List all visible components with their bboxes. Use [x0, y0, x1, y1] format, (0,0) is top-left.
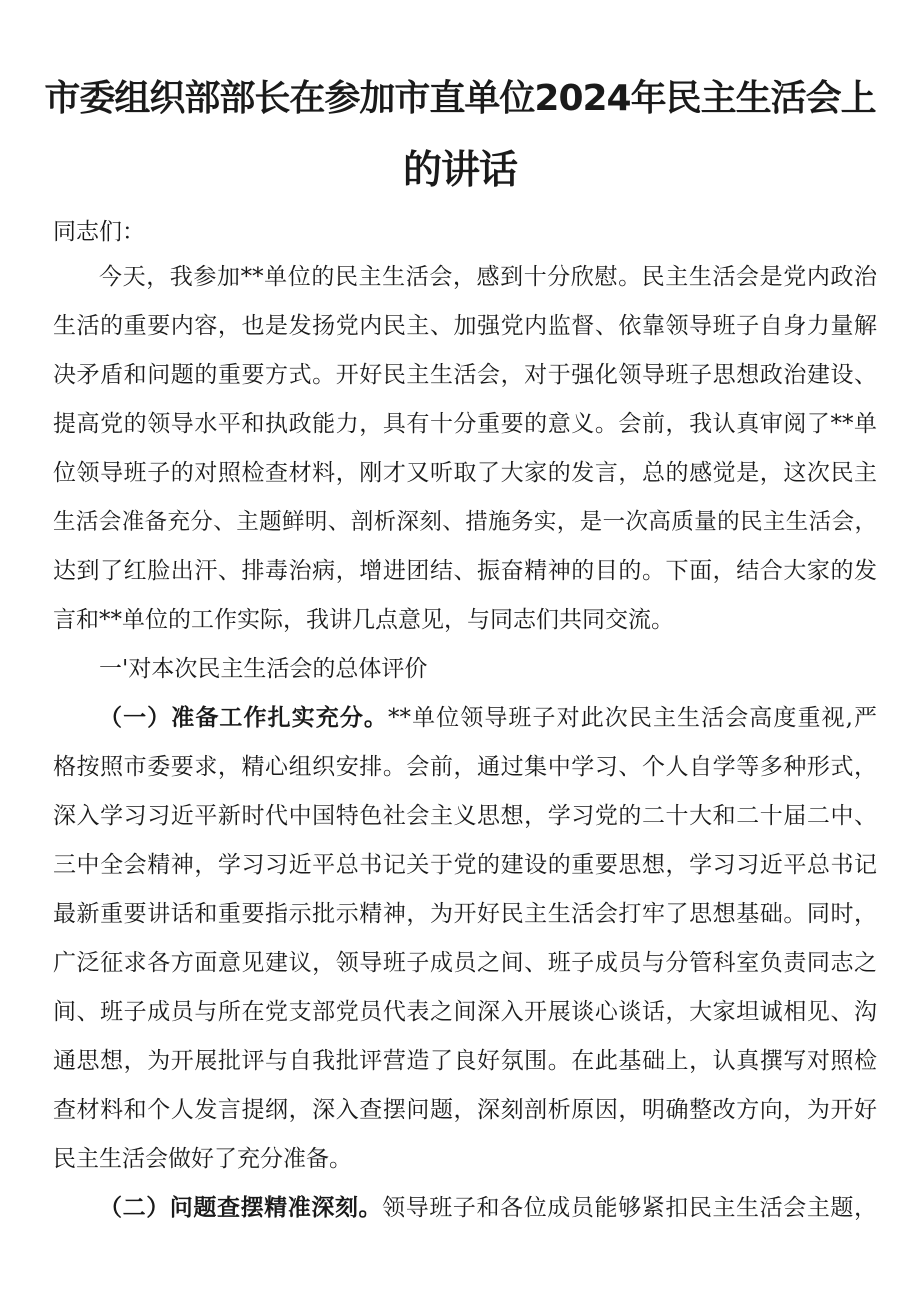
- sub-1-line-10: 民主生活会做好了充分准备。: [53, 1146, 352, 1172]
- intro-line-7: 达到了红脸出汗、排毒治病，增进团结、振奋精神的目的。下面，结合大家的发: [53, 558, 877, 584]
- salutation: 同志们：: [53, 219, 145, 245]
- document-title-line-2: 的讲话: [402, 148, 517, 193]
- document-title-line-1: 市委组织部部长在参加市直单位2024年民主生活会上: [44, 78, 876, 119]
- sub-1-line-4: 三中全会精神，学习习近平总书记关于党的建设的重要思想，学习习近平总书记: [53, 852, 877, 878]
- intro-line-6: 生活会准备充分、主题鲜明、剖析深刻、措施务实，是一次高质量的民主生活会，: [53, 509, 877, 535]
- sub-1-line-9: 查材料和个人发言提纲，深入查摆问题，深刻剖析原因，明确整改方向，为开好: [53, 1097, 877, 1123]
- sub-heading-1: （一）准备工作扎实充分。: [99, 704, 389, 731]
- sub-heading-2-line: [99, 1193, 877, 1223]
- intro-line-5: 位领导班子的对照检查材料，刚才又听取了大家的发言，总的感觉是，这次民主: [53, 460, 877, 486]
- intro-line-8: 言和**单位的工作实际，我讲几点意见，与同志们共同交流。: [53, 607, 674, 633]
- sub-1-line-6: 广泛征求各方面意见建议，领导班子成员之间、班子成员与分管科室负责同志之: [53, 950, 877, 976]
- sub-heading-2: （二）问题查摆精准深刻。: [99, 1194, 383, 1221]
- sub-1-text-start: **单位领导班子对此次民主生活会高度重视,严: [388, 705, 878, 731]
- sub-1-line-2: 格按照市委要求，精心组织安排。会前，通过集中学习、个人自学等多种形式，: [53, 754, 877, 780]
- intro-line-3: 决矛盾和问题的重要方式。开好民主生活会，对于强化领导班子思想政治建设、: [53, 362, 877, 388]
- sub-1-line-7: 间、班子成员与所在党支部党员代表之间深入开展谈心谈话，大家坦诚相见、沟: [53, 999, 877, 1025]
- sub-1-line-3: 深入学习习近平新时代中国特色社会主义思想，学习党的二十大和二十届二中、: [53, 803, 877, 829]
- intro-line-4: 提高党的领导水平和执政能力，具有十分重要的意义。会前，我认真审阅了**单: [53, 411, 877, 437]
- intro-line-1: 今天，我参加**单位的民主生活会，感到十分欣慰。民主生活会是党内政治: [99, 264, 877, 290]
- sub-2-text-start: 领导班子和各位成员能够紧扣民主生活会主题，: [382, 1195, 877, 1221]
- sub-heading-1-line: [99, 703, 877, 733]
- section-heading-1: 一'对本次民主生活会的总体评价: [99, 656, 428, 682]
- intro-line-2: 生活的重要内容，也是发扬党内民主、加强党内监督、依靠领导班子自身力量解: [53, 313, 877, 339]
- sub-1-line-5: 最新重要讲话和重要指示批示精神，为开好民主生活会打牢了思想基础。同时，: [53, 901, 877, 927]
- sub-1-line-8: 通思想，为开展批评与自我批评营造了良好氛围。在此基础上，认真撰写对照检: [53, 1048, 877, 1074]
